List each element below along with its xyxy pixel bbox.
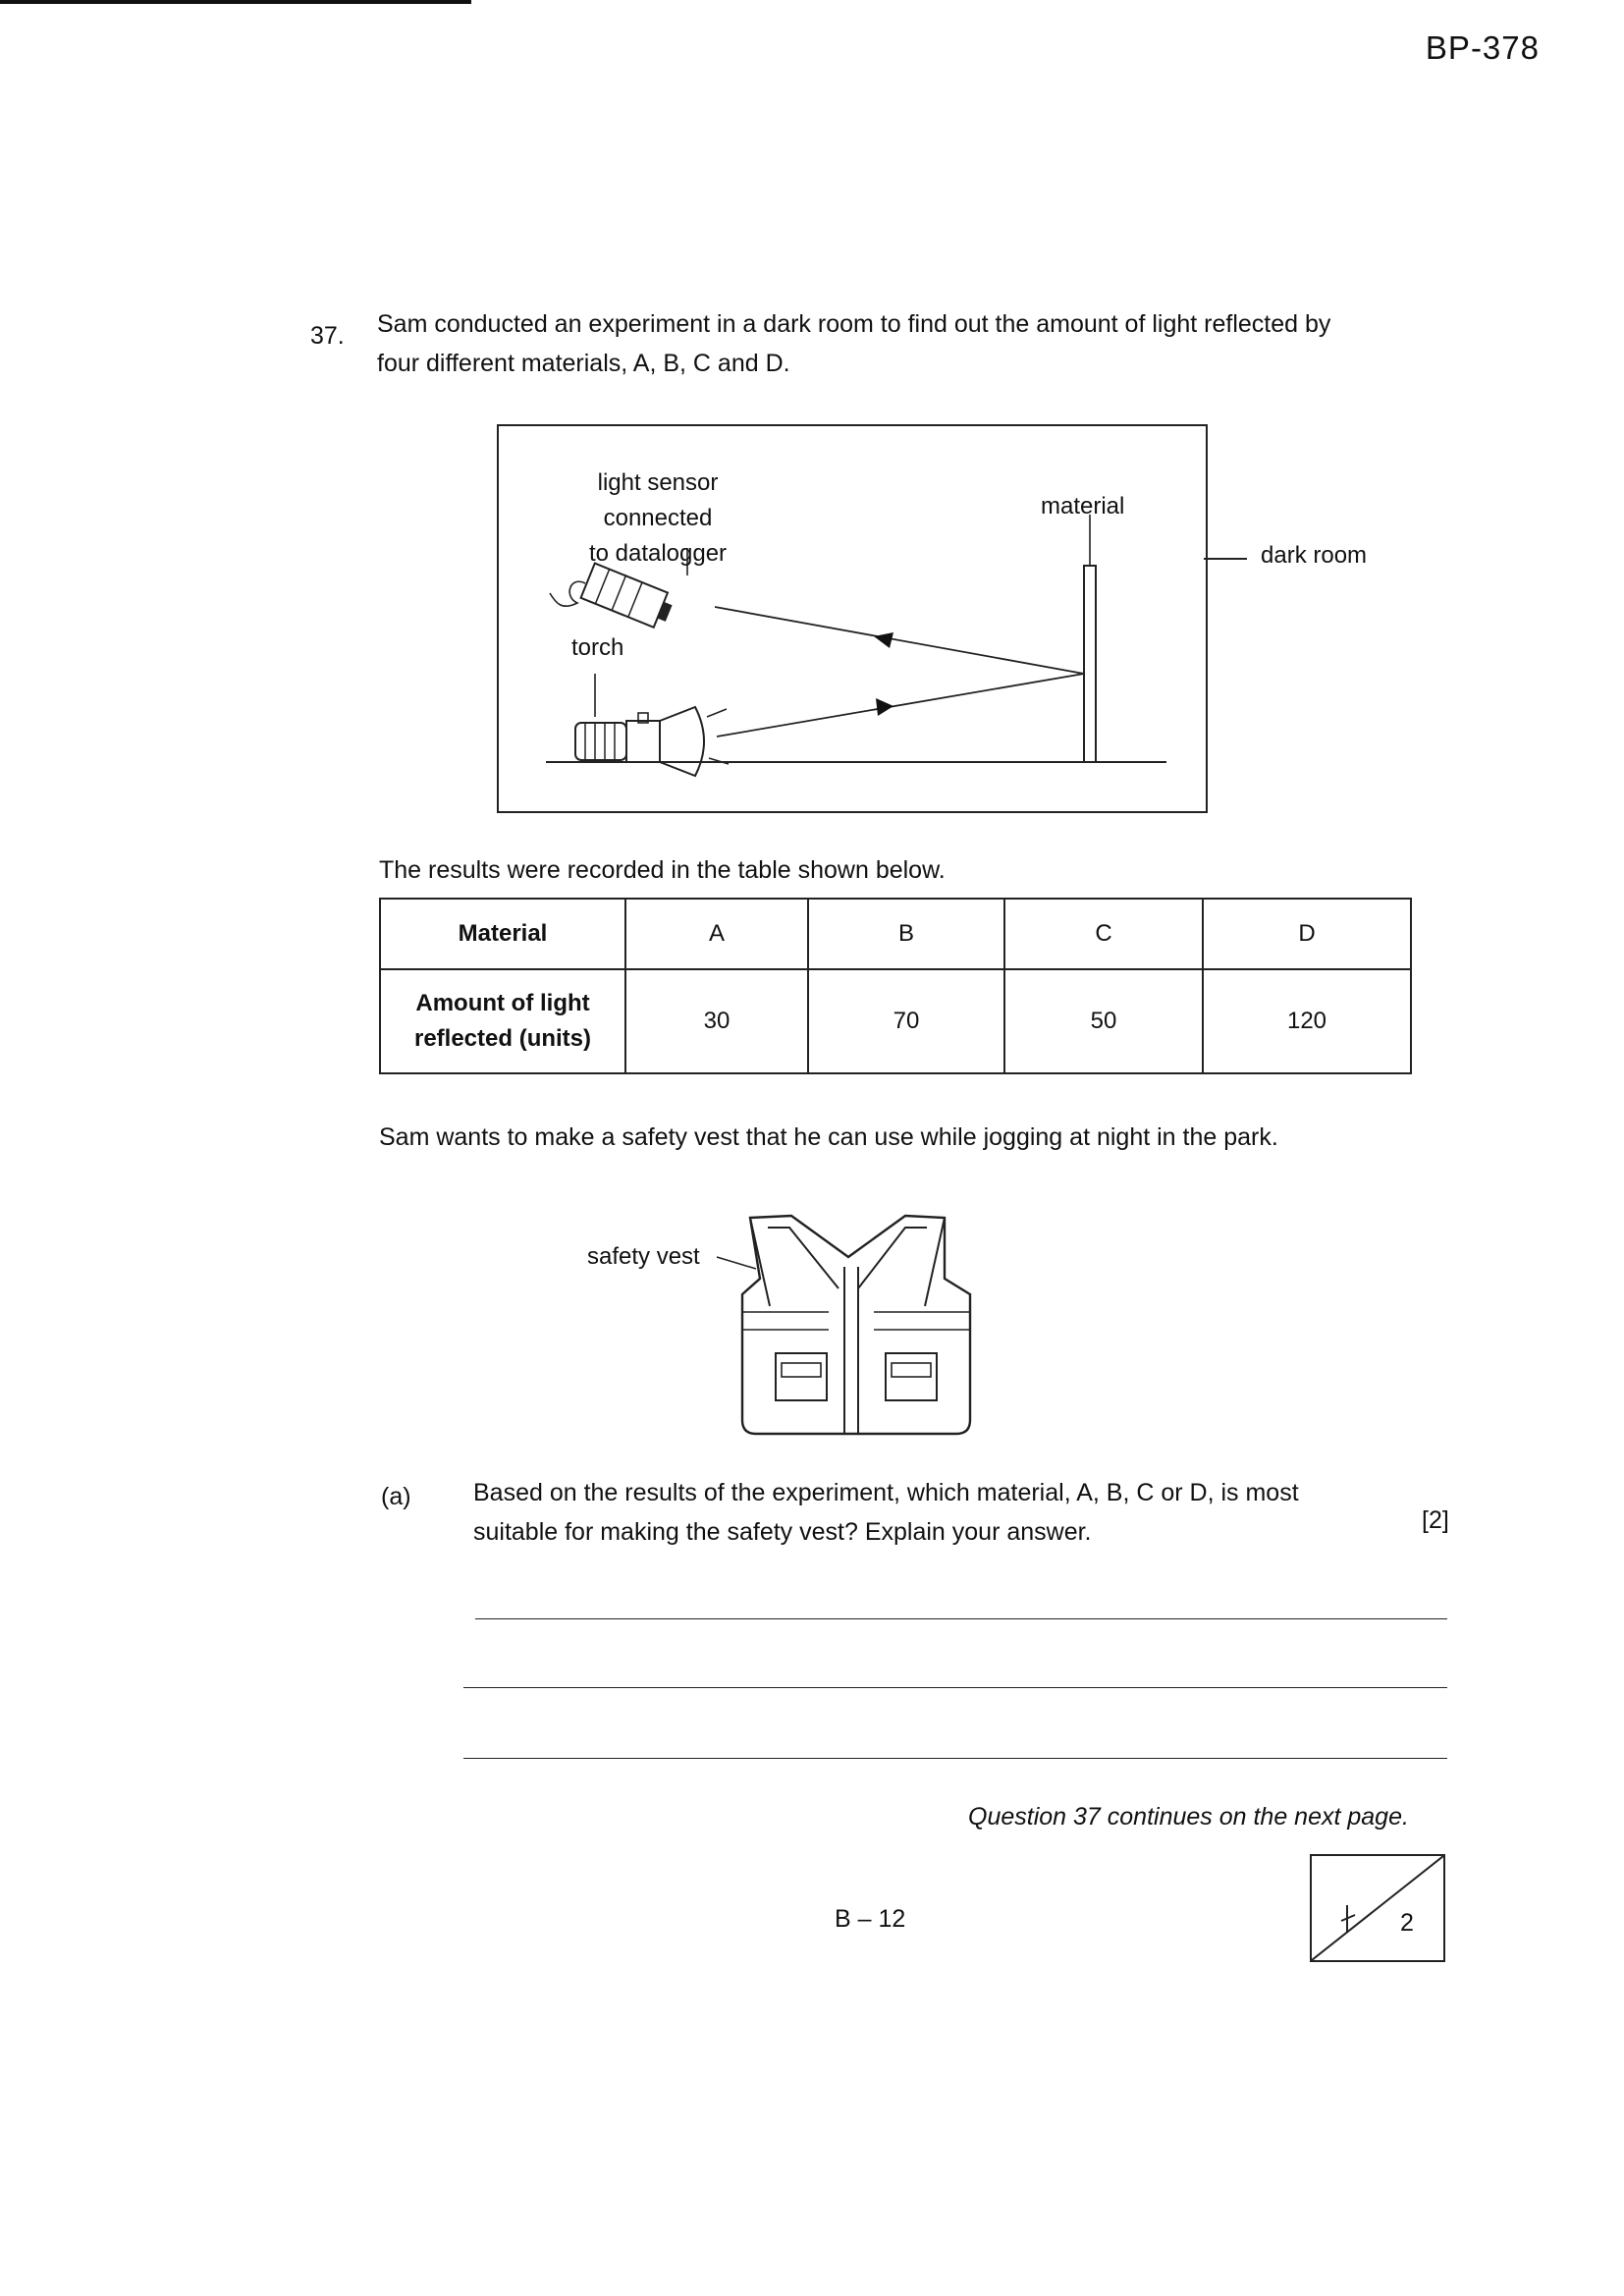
question-number: 37. bbox=[310, 322, 345, 350]
light-sensor-icon bbox=[581, 564, 677, 631]
table-cell-material-d: D bbox=[1203, 899, 1411, 969]
answer-line-3[interactable] bbox=[463, 1758, 1447, 1759]
sensor-label-line-1: light sensor connected bbox=[597, 469, 719, 531]
table-cell-light-c: 50 bbox=[1004, 969, 1203, 1073]
results-intro: The results were recorded in the table shown below. bbox=[379, 856, 946, 884]
table-cell-material-c: C bbox=[1004, 899, 1203, 969]
page-code: BP-378 bbox=[1425, 29, 1540, 66]
mark-box-total: 2 bbox=[1400, 1909, 1414, 1937]
mark-box bbox=[1310, 1854, 1445, 1962]
safety-vest-icon bbox=[713, 1198, 988, 1444]
top-rule bbox=[0, 0, 471, 4]
part-a-line-1: Based on the results of the experiment, which material, A, B, C or D, is most bbox=[473, 1479, 1299, 1506]
part-a-marks: [2] bbox=[1422, 1506, 1449, 1534]
dark-room-label: dark room bbox=[1261, 542, 1368, 569]
part-a-line-2: suitable for making the safety vest? Explain your answer. bbox=[473, 1518, 1092, 1546]
answer-line-2[interactable] bbox=[463, 1687, 1447, 1688]
table-cell-light-d: 120 bbox=[1203, 969, 1411, 1073]
answer-line-1[interactable] bbox=[475, 1618, 1447, 1619]
dark-room-pointer bbox=[1204, 558, 1247, 560]
results-table bbox=[379, 898, 1412, 1074]
table-header-material: Material bbox=[380, 899, 625, 969]
torch-label: torch bbox=[571, 634, 624, 661]
question-intro bbox=[377, 304, 1330, 383]
table-header-light bbox=[380, 969, 625, 1073]
torch-icon bbox=[575, 707, 729, 776]
table-cell-material-b: B bbox=[808, 899, 1004, 969]
table-cell-material-a: A bbox=[625, 899, 808, 969]
material-label: material bbox=[1041, 493, 1125, 519]
question-intro-line-1: Sam conducted an experiment in a dark room to find out the amount of light reflected by bbox=[377, 310, 1331, 338]
table-header-light-line-2: reflected (units) bbox=[413, 1025, 592, 1052]
question-intro-line-2: four different materials, A, B, C and D. bbox=[377, 350, 790, 377]
sensor-label-line-2: to datalogger bbox=[588, 540, 728, 567]
table-header-light-line-1: Amount of light bbox=[415, 990, 590, 1016]
continues-note: Question 37 continues on the next page. bbox=[968, 1803, 1409, 1831]
mark-box-divider bbox=[1312, 1856, 1443, 1960]
part-a-question bbox=[473, 1473, 1299, 1552]
table-cell-light-a: 30 bbox=[625, 969, 808, 1073]
table-cell-light-b: 70 bbox=[808, 969, 1004, 1073]
experiment-diagram bbox=[497, 424, 1208, 813]
table-row-light bbox=[380, 969, 1411, 1073]
page-number: B – 12 bbox=[835, 1905, 906, 1933]
sensor-label bbox=[540, 465, 776, 572]
table-row-material bbox=[380, 899, 1411, 969]
vest-intro: Sam wants to make a safety vest that he can use while jogging at night in the park. bbox=[379, 1123, 1278, 1151]
part-a-label: (a) bbox=[381, 1483, 411, 1510]
vest-label: safety vest bbox=[587, 1243, 700, 1270]
